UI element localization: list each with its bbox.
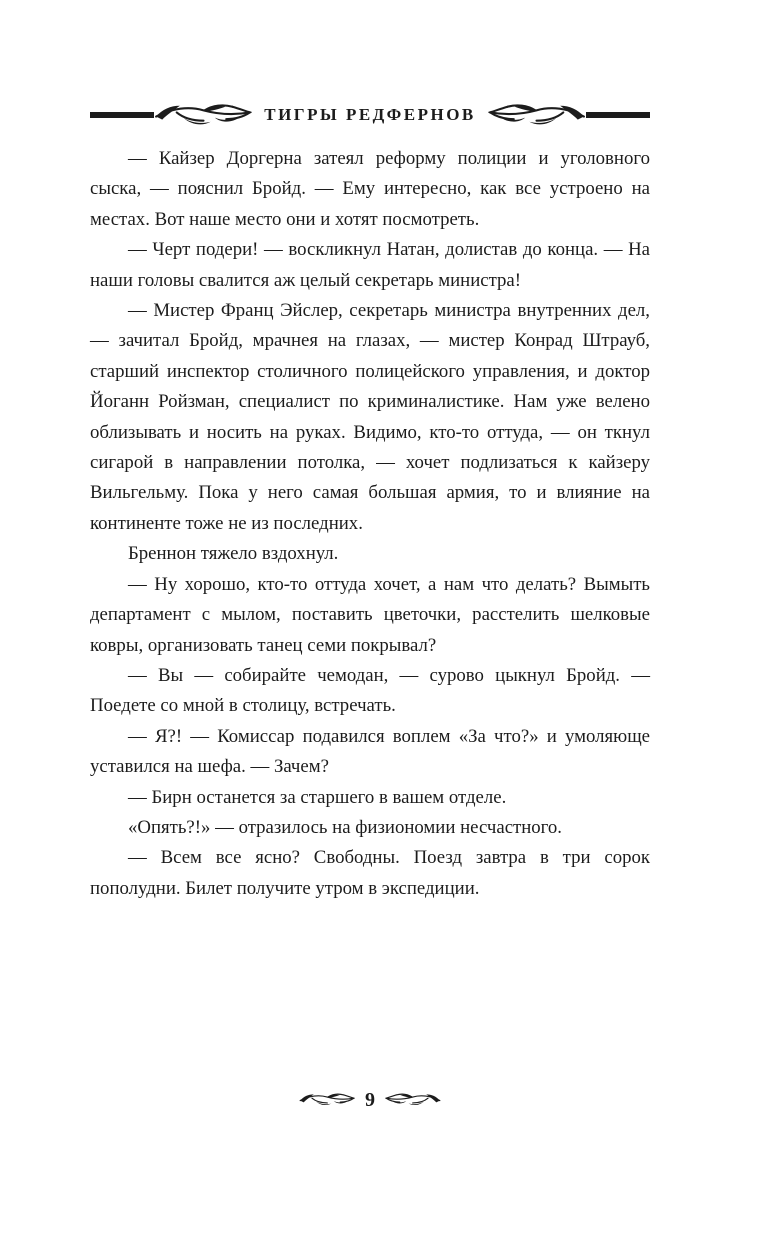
running-header (90, 98, 650, 132)
paragraph: «Опять?!» — отразилось на физиономии несчастного. (128, 816, 563, 838)
paragraph: — Ну хорошо, кто-то оттуда хочет, а нам что делать? Вымыть департамент с мылом, поставить цветочки, расстелить шелковые ковры, организовать танец семи покрывал? (90, 573, 650, 656)
header-flourish-right-icon (488, 102, 586, 129)
content-column (90, 98, 650, 904)
header-flourish-left-icon (154, 102, 252, 129)
header-rule-left (90, 112, 154, 118)
paragraph: — Я?! — Комиссар подавился воплем «За что?» и умоляюще уставился на шефа. — Зачем? (90, 725, 650, 778)
page-number: 9 (365, 1089, 375, 1111)
paragraph: — Кайзер Доргерна затеял реформу полиции и уголовного сыска, — пояснил Бройд. — Ему интересно, как все устроено на местах. Вот наше место они и хотят посмотреть. (90, 148, 650, 230)
running-title: ТИГРЫ РЕДФЕРНОВ (264, 105, 476, 124)
paragraph: — Вы — собирайте чемодан, — сурово цыкнул Бройд. — Поедете со мной в столицу, встречать. (90, 664, 650, 717)
paragraph: — Черт подери! — воскликнул Натан, долистав до конца. — На наши головы свалится аж целый секретарь министра! (90, 239, 650, 291)
footer-flourish-right-icon (385, 1092, 441, 1108)
paragraph: — Бирн останется за старшего в вашем отделе. (128, 786, 507, 808)
footer-flourish-left-icon (299, 1092, 355, 1108)
page-body-text (90, 144, 650, 904)
page-footer (90, 1090, 650, 1110)
paragraph: Бреннон тяжело вздохнул. (128, 543, 339, 565)
paragraph: — Всем все ясно? Свободны. Поезд завтра в три сорок пополудни. Билет получите утром в экспедиции. (90, 847, 650, 899)
header-rule-right (586, 112, 650, 118)
paragraph: — Мистер Франц Эйслер, секретарь министра внутренних дел, — зачитал Бройд, мрачнея на глазах, — мистер Конрад Штрауб, старший инспектор столичного полицейского управления, и доктор Йоганн Ройзман, специалист по криминалистике. Нам уже велено облизывать и носить на руках. Видимо, кто-то оттуда, — он ткнул сигарой в направлении потолка, — хочет подлизаться к кайзеру Вильгельму. Пока у него самая большая армия, то и влияние на континенте тоже не из последних. (90, 300, 650, 534)
